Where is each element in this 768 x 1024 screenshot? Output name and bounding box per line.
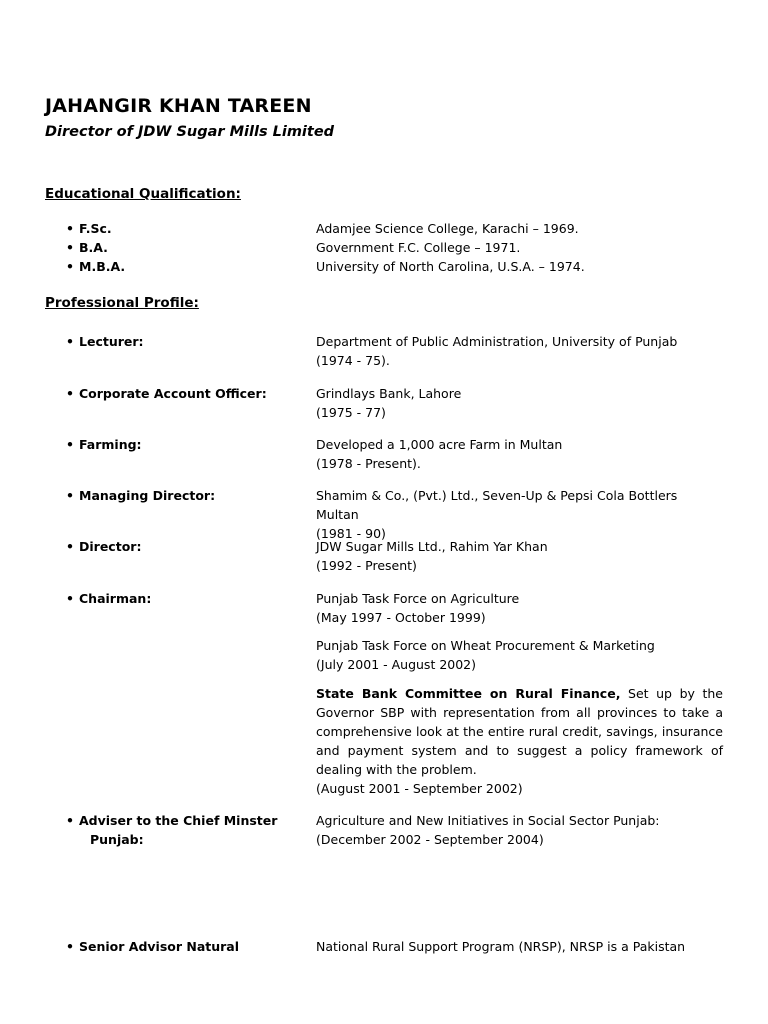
role-label-line: Adviser to the Chief Minster (79, 813, 278, 828)
degree-label: B.A. (79, 240, 108, 255)
role-detail (316, 811, 723, 849)
detail-line: National Rural Support Program (NRSP), NRSP is a Pakistan (316, 939, 686, 954)
role-detail (316, 636, 723, 674)
bullet: • (66, 591, 74, 606)
detail-dates: (1974 - 75). (316, 353, 390, 368)
detail-line: Punjab Task Force on Agriculture (316, 591, 520, 606)
detail-line: Department of Public Administration, University of Punjab (316, 334, 678, 349)
role-detail (316, 486, 723, 543)
bullet: • (66, 939, 74, 954)
role-detail (316, 589, 723, 627)
detail-dates: (December 2002 - September 2004) (316, 832, 544, 847)
role-detail (316, 537, 723, 575)
bullet: • (66, 386, 74, 401)
role-label (79, 811, 279, 849)
degree-detail: University of North Carolina, U.S.A. – 1974. (316, 259, 585, 274)
role-label-line: Punjab: (90, 832, 144, 847)
bullet: • (66, 437, 74, 452)
person-title: Director of JDW Sugar Mills Limited (45, 124, 335, 140)
role-label: Corporate Account Officer: (79, 386, 267, 401)
role-detail (316, 684, 723, 798)
detail-dates: (August 2001 - September 2002) (316, 781, 523, 796)
bullet: • (66, 539, 74, 554)
role-detail (316, 435, 723, 473)
role-label: Lecturer: (79, 334, 144, 349)
degree-label: F.Sc. (79, 221, 112, 236)
role-label: Farming: (79, 437, 142, 452)
role-detail (316, 937, 723, 956)
degree-label: M.B.A. (79, 259, 126, 274)
detail-line: Shamim & Co., (Pvt.) Ltd., Seven-Up & Pepsi Cola Bottlers Multan (316, 488, 678, 522)
profile-heading: Professional Profile: (45, 295, 199, 311)
role-label: Chairman: (79, 591, 152, 606)
bullet: • (66, 813, 74, 828)
detail-dates: (1978 - Present). (316, 456, 421, 471)
committee-name: State Bank Committee on Rural Finance, (316, 686, 621, 701)
bullet: • (66, 240, 74, 255)
detail-line: Agriculture and New Initiatives in Social Sector Punjab: (316, 813, 660, 828)
role-label: Managing Director: (79, 488, 216, 503)
role-detail (316, 384, 723, 422)
detail-dates: (1975 - 77) (316, 405, 386, 420)
bullet: • (66, 259, 74, 274)
committee-description: Set up by the Governor SBP with representation from all provinces to take a comprehensive look at the entire rural credit, savings, insurance and payment system and to suggest a policy framework of dealing with the problem. (316, 686, 723, 777)
detail-paragraph (316, 684, 723, 779)
bullet: • (66, 221, 74, 236)
detail-dates: (1992 - Present) (316, 558, 417, 573)
role-label: Director: (79, 539, 142, 554)
degree-detail: Government F.C. College – 1971. (316, 240, 521, 255)
detail-line: Developed a 1,000 acre Farm in Multan (316, 437, 563, 452)
detail-line: JDW Sugar Mills Ltd., Rahim Yar Khan (316, 539, 548, 554)
detail-dates: (May 1997 - October 1999) (316, 610, 486, 625)
role-detail (316, 332, 723, 370)
detail-line: Punjab Task Force on Wheat Procurement & Marketing (316, 638, 655, 653)
person-name: JAHANGIR KHAN TAREEN (45, 95, 312, 117)
degree-detail: Adamjee Science College, Karachi – 1969. (316, 221, 579, 236)
role-label: Senior Advisor Natural (79, 939, 240, 954)
detail-dates: (1981 - 90) (316, 526, 386, 541)
detail-line: Grindlays Bank, Lahore (316, 386, 462, 401)
bullet: • (66, 488, 74, 503)
education-heading: Educational Qualification: (45, 186, 241, 202)
bullet: • (66, 334, 74, 349)
detail-dates: (July 2001 - August 2002) (316, 657, 477, 672)
